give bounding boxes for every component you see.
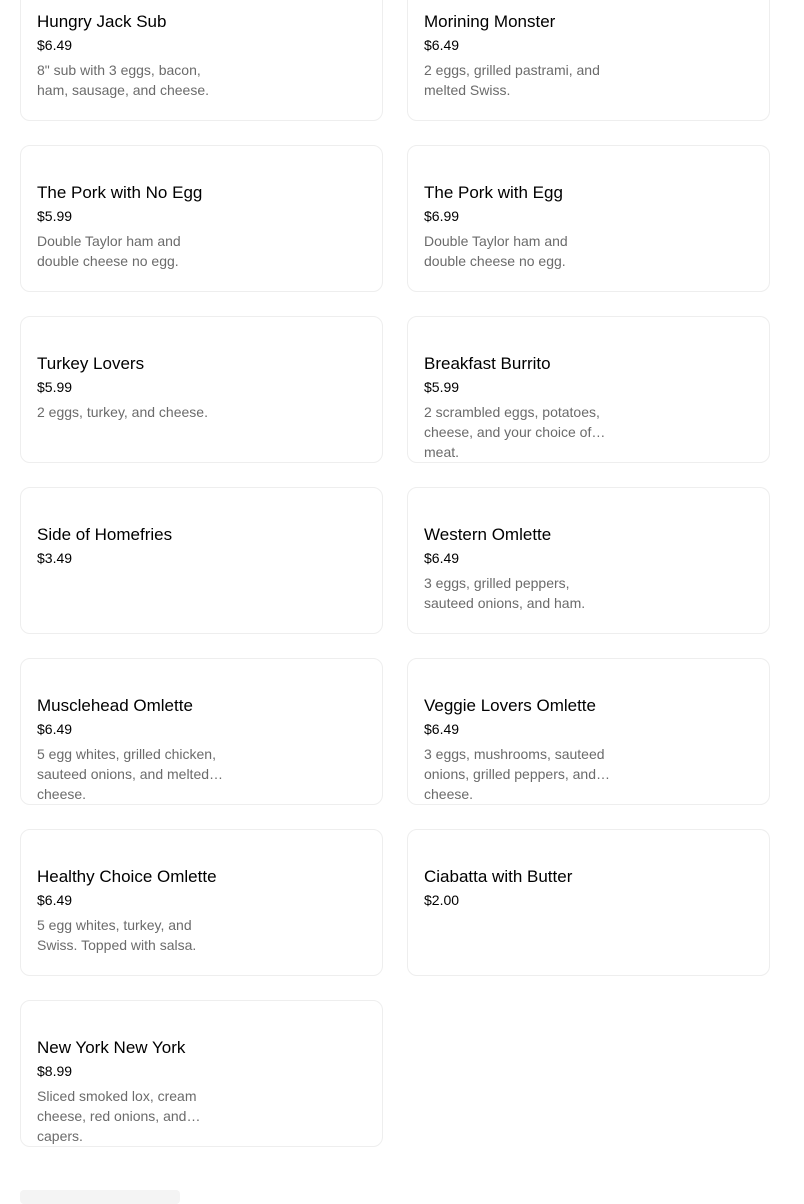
menu-item-card[interactable]: [407, 829, 770, 976]
menu-item-name: Breakfast Burrito: [424, 354, 551, 373]
menu-item-card[interactable]: [20, 316, 383, 463]
menu-item-price: $5.99: [37, 379, 73, 395]
menu-item-card[interactable]: [20, 145, 383, 292]
menu-item-price: $5.99: [424, 379, 460, 395]
menu-item-description: 2 eggs, grilled pastrami, and melted Swiss.: [424, 62, 600, 98]
menu-item-description: 8" sub with 3 eggs, bacon, ham, sausage, and cheese.: [37, 62, 210, 98]
menu-item-card[interactable]: [20, 658, 383, 805]
menu-item-card[interactable]: [20, 487, 383, 634]
menu-item-card[interactable]: [20, 1000, 383, 1147]
menu-item-card[interactable]: [407, 487, 770, 634]
menu-item-description: 2 scrambled eggs, potatoes, cheese, and your choice of meat.: [424, 404, 600, 460]
menu-item-price: $6.99: [424, 208, 460, 224]
menu-item-price: $6.49: [424, 721, 460, 737]
menu-item-price: $6.49: [424, 550, 460, 566]
menu-item-name: Veggie Lovers Omlette: [424, 696, 596, 715]
menu-item-name: Western Omlette: [424, 525, 552, 544]
menu-item-price: $6.49: [37, 721, 73, 737]
menu-item-description: 3 eggs, grilled peppers, sauteed onions, and ham.: [424, 575, 586, 611]
menu-item-name: New York New York: [37, 1038, 186, 1057]
menu-item-name: Morining Monster: [424, 12, 556, 31]
menu-item-description: Double Taylor ham and double cheese no egg.: [37, 233, 181, 269]
menu-item-price: $2.00: [424, 892, 460, 908]
menu-item-name: Hungry Jack Sub: [37, 12, 167, 31]
menu-item-name: Musclehead Omlette: [37, 696, 193, 715]
menu-item-description: Sliced smoked lox, cream cheese, red onions, and capers.: [37, 1088, 197, 1144]
menu-item-name: Ciabatta with Butter: [424, 867, 573, 886]
menu-item-description: 5 egg whites, grilled chicken, sauteed onions, and melted cheese.: [37, 746, 216, 802]
menu-item-price: $8.99: [37, 1063, 73, 1079]
menu-item-price: $3.49: [37, 550, 73, 566]
menu-item-description: 5 egg whites, turkey, and Swiss. Topped with salsa.: [37, 917, 197, 953]
menu-item-price: $6.49: [37, 37, 73, 53]
menu-item-name: The Pork with Egg: [424, 183, 563, 202]
menu-item-grid: [20, 0, 770, 1147]
menu-item-card[interactable]: [20, 0, 383, 121]
menu-item-card[interactable]: [407, 0, 770, 121]
menu-item-description: Double Taylor ham and double cheese no egg.: [424, 233, 568, 269]
menu-item-name: Turkey Lovers: [37, 354, 145, 373]
menu-item-card[interactable]: [407, 145, 770, 292]
menu-item-name: Side of Homefries: [37, 525, 173, 544]
menu-item-name: The Pork with No Egg: [37, 183, 203, 202]
next-section-heading-placeholder: [20, 1190, 180, 1204]
menu-item-name: Healthy Choice Omlette: [37, 867, 217, 886]
menu-item-price: $5.99: [37, 208, 73, 224]
menu-item-card[interactable]: [407, 658, 770, 805]
menu-item-price: $6.49: [424, 37, 460, 53]
menu-item-card[interactable]: [407, 316, 770, 463]
menu-item-price: $6.49: [37, 892, 73, 908]
menu-item-description: 2 eggs, turkey, and cheese.: [37, 404, 208, 420]
menu-item-description: 3 eggs, mushrooms, sauteed onions, grilled peppers, and cheese.: [424, 746, 605, 802]
menu-item-card[interactable]: [20, 829, 383, 976]
